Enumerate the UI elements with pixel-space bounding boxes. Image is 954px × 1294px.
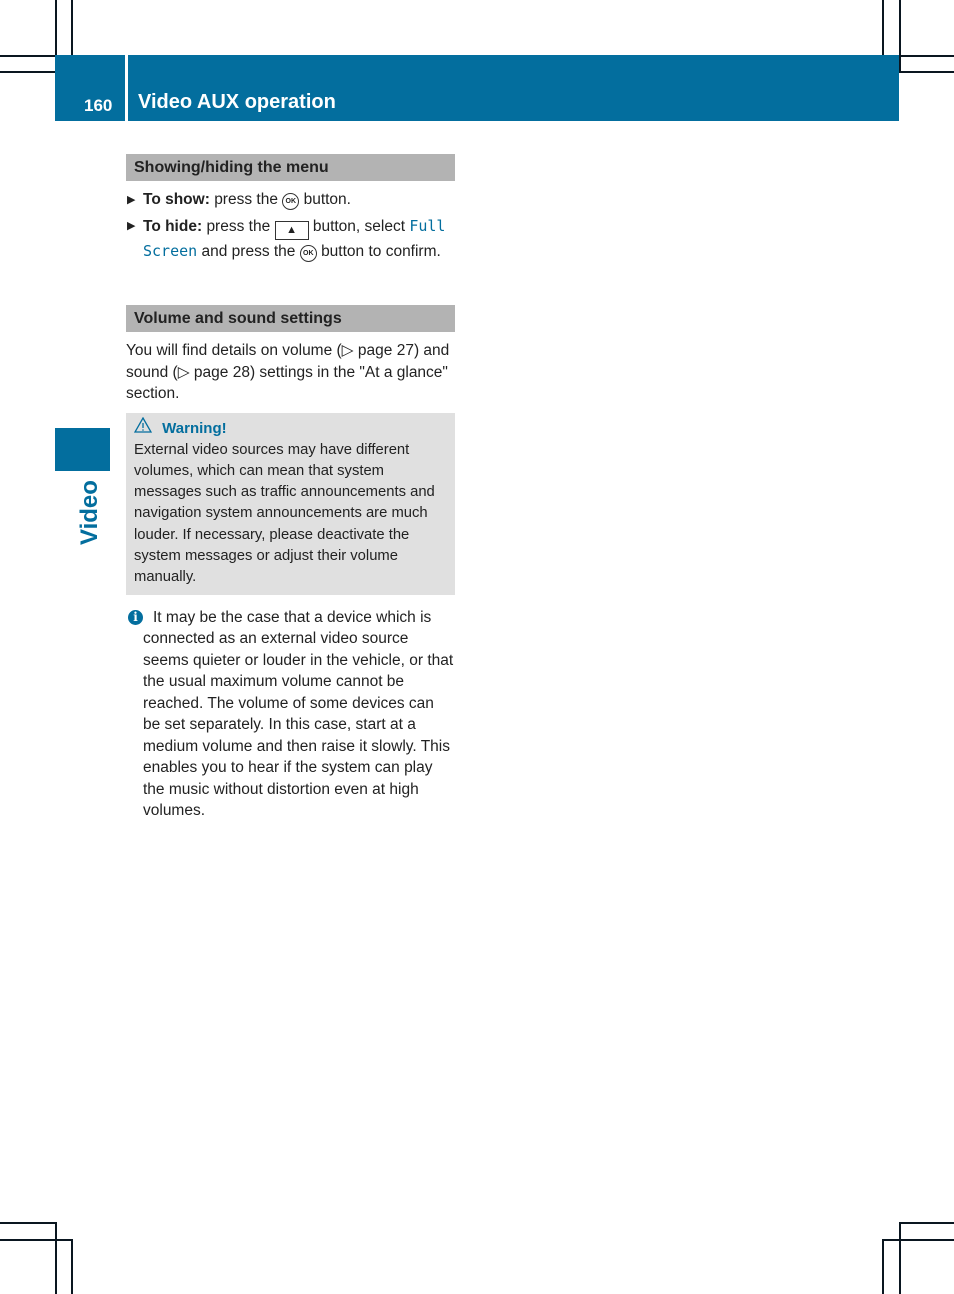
step-arrow-icon: ▶: [127, 220, 136, 232]
step-label: To hide:: [143, 218, 203, 235]
chapter-label: Video: [76, 480, 103, 545]
page-title: Video AUX operation: [138, 91, 336, 113]
crop-mark: [55, 0, 57, 55]
content-column: [126, 154, 455, 822]
crop-mark: [0, 1222, 55, 1224]
section-heading: Volume and sound settings: [126, 305, 455, 332]
crop-mark: [71, 0, 73, 55]
section-heading: Showing/hiding the menu: [126, 154, 455, 181]
crop-mark: [71, 1239, 73, 1294]
step-label: To show:: [143, 191, 210, 208]
step-show: ▶ To show: press the OK button.: [126, 189, 455, 211]
warning-box: [126, 413, 455, 595]
crop-mark: [0, 71, 55, 73]
info-note: [126, 607, 455, 822]
crop-mark: [0, 55, 55, 57]
step-arrow-icon: ▶: [127, 194, 136, 206]
up-arrow-key-icon: ▲: [275, 221, 309, 240]
info-icon: i: [128, 610, 143, 625]
page-number: 160: [84, 96, 113, 115]
crop-mark: [899, 0, 901, 71]
crop-mark: [899, 1222, 954, 1224]
step-hide: ▶ To hide: press the ▲ button, select Full Screen and press the OK button to confirm.: [127, 217, 446, 260]
ok-button-icon: OK: [300, 245, 317, 262]
crop-mark: [882, 0, 884, 55]
ok-button-icon: OK: [282, 193, 299, 210]
menu-item-full-screen: Full Screen: [143, 217, 446, 260]
warning-title: Warning!: [162, 419, 227, 437]
crop-mark: [882, 1239, 884, 1294]
chapter-tab: [55, 428, 110, 471]
warning-triangle-icon: [134, 417, 158, 440]
crop-mark: [899, 55, 954, 57]
warning-body: External video sources may have different volumes, which can mean that system messages such as traffic announcements and navigation system announcements are much louder. If necessary, please deactivate the system messages or adjust their volume manually.: [134, 441, 435, 586]
crop-mark: [899, 1222, 901, 1294]
crop-mark: [0, 1239, 71, 1241]
intro-paragraph: You will find details on volume (▷ page 27) and sound (▷ page 28) settings in the "At a glance" section.: [126, 342, 450, 402]
info-text: It may be the case that a device which is connected as an external video source seems quieter or louder in the vehicle, or that the usual maximum volume cannot be reached. The volume of some devices can be set separately. In this case, start at a medium volume and then raise it slowly. This enables you to hear if the system can play the music without distortion even at high volumes.: [143, 608, 454, 820]
crop-mark: [899, 71, 954, 73]
crop-mark: [55, 1222, 57, 1294]
crop-mark: [882, 1239, 954, 1241]
